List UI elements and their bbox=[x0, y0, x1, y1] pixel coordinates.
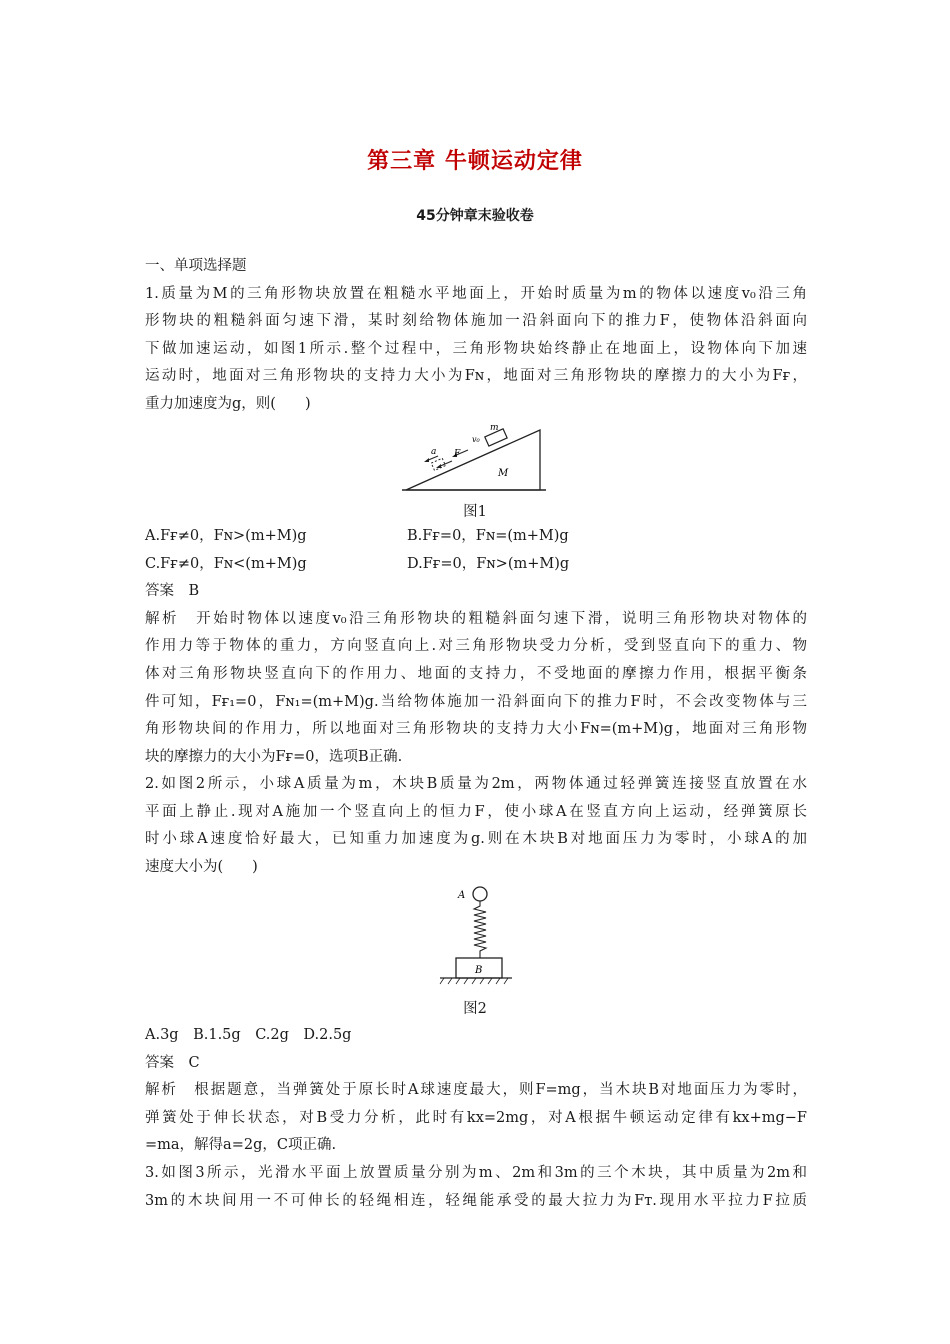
exam-subtitle: 45分钟章末验收卷 bbox=[416, 208, 534, 224]
label-a: a bbox=[431, 447, 437, 457]
figure-1-caption: 图1 bbox=[463, 504, 487, 520]
chapter-title: 第三章 牛顿运动定律 bbox=[367, 149, 583, 174]
q2-analysis-line: 解析 根据题意，当弹簧处于原长时A球速度最大，则F=mg，当木块B对地面压力为零时， bbox=[145, 1082, 807, 1099]
question-1-answer-block bbox=[145, 523, 807, 771]
q2-line: 时小球A速度恰好最大，已知重力加速度为g.则在木块B对地面压力为零时，小球A的加 bbox=[145, 831, 807, 848]
question-2-block bbox=[145, 771, 807, 881]
figure-1-incline-diagram bbox=[398, 420, 550, 494]
q1-line: 1.质量为M的三角形物块放置在粗糙水平地面上，开始时质量为m的物体以速度v₀沿三角 bbox=[145, 285, 807, 302]
q2-analysis-line: 弹簧处于伸长状态，对B受力分析，此时有kx=2mg，对A根据牛顿运动定律有kx+mg−F bbox=[145, 1109, 807, 1126]
q1-analysis-line: 作用力等于物体的重力，方向竖直向上.对三角形物块受力分析，受到竖直向下的重力、物 bbox=[145, 638, 807, 655]
label-f: F bbox=[454, 449, 461, 459]
q2-line: 速度大小为( ) bbox=[145, 858, 258, 875]
q1-option-a: A.Fғ≠0，Fɴ>(m+M)g bbox=[145, 528, 307, 544]
q2-analysis-line: =ma，解得a=2g，C项正确. bbox=[145, 1137, 337, 1154]
label-m: m bbox=[490, 423, 499, 433]
q1-analysis-line: 件可知，Fғ₁=0，Fɴ₁=(m+M)g.当给物体施加一沿斜面向下的推力F时，不会改变物体与三 bbox=[145, 693, 807, 710]
label-a: A bbox=[458, 890, 466, 901]
question-1-block bbox=[145, 253, 807, 419]
q3-line: 3m的木块间用一不可伸长的轻绳相连，轻绳能承受的最大拉力为Fт.现用水平拉力F拉质 bbox=[145, 1192, 807, 1209]
figure-2-caption: 图2 bbox=[463, 1001, 487, 1017]
ground-hatching bbox=[440, 978, 508, 984]
q1-line: 运动时，地面对三角形物块的支持力大小为Fɴ，地面对三角形物块的摩擦力的大小为Fғ， bbox=[145, 368, 807, 385]
q1-analysis-line: 块的摩擦力的大小为Fғ=0，选项B正确. bbox=[145, 748, 403, 765]
q2-line: 2.如图2所示，小球A质量为m，木块B质量为2m，两物体通过轻弹簧连接竖直放置在水 bbox=[145, 776, 807, 792]
spring bbox=[474, 901, 486, 958]
label-M: M bbox=[498, 468, 509, 479]
q1-option-c: C.Fғ≠0，Fɴ<(m+M)g bbox=[145, 555, 307, 572]
q2-answer: 答案 C bbox=[145, 1054, 200, 1071]
q1-answer: 答案 B bbox=[145, 583, 200, 600]
a-arrowhead bbox=[424, 458, 429, 462]
q1-line: 形物块的粗糙斜面匀速下滑，某时刻给物体施加一沿斜面向下的推力F，使物体沿斜面向 bbox=[145, 313, 807, 330]
figure-2-spring-diagram bbox=[436, 884, 516, 990]
question-2-answer-block bbox=[145, 1022, 807, 1215]
q1-analysis-line: 体对三角形物块竖直向下的作用力、地面的支持力，不受地面的摩擦力作用，根据平衡条 bbox=[145, 665, 807, 682]
q1-line: 重力加速度为g，则( ) bbox=[145, 395, 311, 412]
label-v0: v₀ bbox=[472, 435, 480, 444]
q1-option-b: B.Fғ=0，Fɴ=(m+M)g bbox=[407, 528, 569, 544]
q1-analysis-line: 解析 开始时物体以速度v₀沿三角形物块的粗糙斜面匀速下滑，说明三角形物块对物体的 bbox=[145, 610, 807, 627]
q1-option-d: D.Fғ=0，Fɴ>(m+M)g bbox=[407, 555, 570, 572]
f-arrowhead bbox=[436, 464, 441, 468]
q3-line: 3.如图3所示，光滑水平面上放置质量分别为m、2m和3m的三个木块，其中质量为2m和 bbox=[145, 1164, 807, 1181]
ball-a bbox=[473, 887, 487, 901]
q2-line: 平面上静止.现对A施加一个竖直向上的恒力F，使小球A在竖直方向上运动，经弹簧原长 bbox=[145, 803, 807, 820]
label-b: B bbox=[475, 965, 483, 976]
q1-line: 下做加速运动，如图1所示.整个过程中，三角形物块始终静止在地面上，设物体向下加速 bbox=[145, 340, 807, 357]
section-heading: 一、单项选择题 bbox=[145, 258, 247, 274]
q1-analysis-line: 角形物块间的作用力，所以地面对三角形物块的支持力大小Fɴ=(m+M)g，地面对三角形物 bbox=[145, 721, 807, 738]
q2-options: A.3g B.1.5g C.2g D.2.5g bbox=[145, 1027, 352, 1043]
